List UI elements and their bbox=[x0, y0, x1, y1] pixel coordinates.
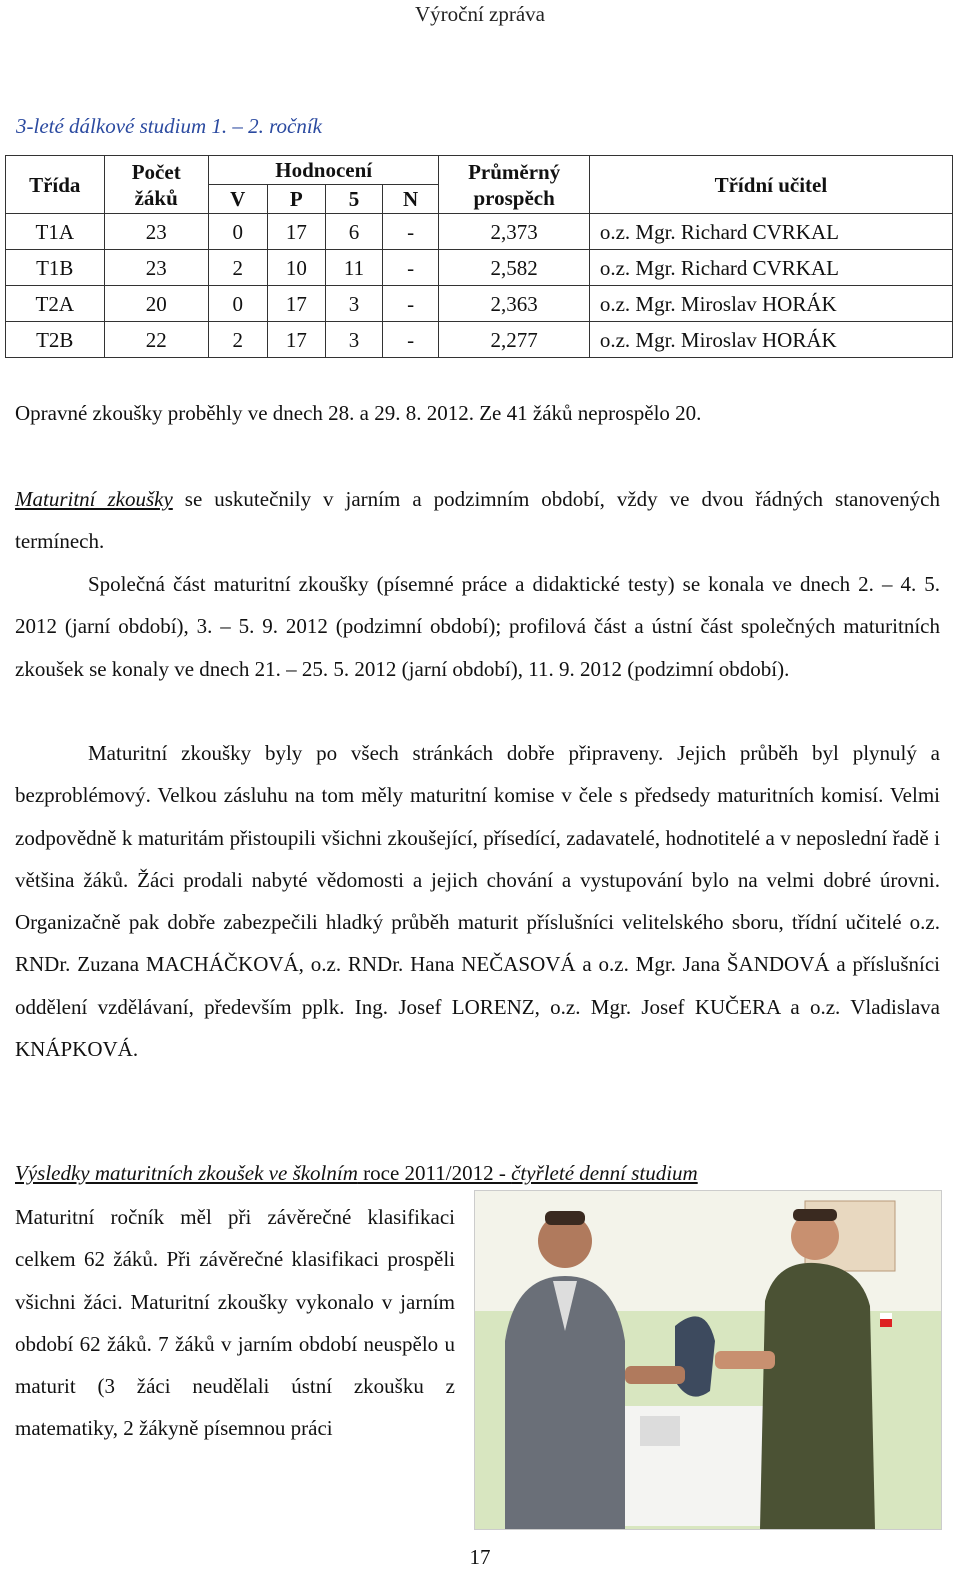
header-prumer-line1: Průměrný bbox=[468, 159, 561, 184]
vysledky-paragraph bbox=[15, 1196, 455, 1450]
cell-ucitel: o.z. Mgr. Miroslav HORÁK bbox=[589, 322, 952, 358]
spolecna-text: Společná část maturitní zkoušky (písemné práce a didaktické testy) se konala ve dnech 2. – 4. 5. 2012 (jarní období), 3. – 5. 9. 2012 (podzimní období); profilová část a ústní část společných maturitních zkoušek se konaly ve dnech 21. – 25. 5. 2012 (jarní období), 11. 9. 2012 (podzimní období). bbox=[15, 572, 940, 681]
page-number: 17 bbox=[469, 1545, 491, 1569]
pripraveny-paragraph bbox=[15, 732, 940, 1070]
cell-p: 17 bbox=[267, 322, 326, 358]
cell-pocet: 23 bbox=[104, 250, 208, 286]
page-header: Výroční zpráva bbox=[414, 2, 546, 26]
table-row bbox=[6, 214, 953, 250]
table-row bbox=[6, 286, 953, 322]
cell-trida: T2A bbox=[6, 286, 105, 322]
vysledky-text: Maturitní ročník měl při závěrečné klasifikaci celkem 62 žáků. Při závěrečné klasifikaci prospěli všichni žáci. Maturitní zkoušky vykonalo v jarním období 62 žáků. 7 žáků v jarním období neuspělo u maturit (3 žáci neudělali ústní zkoušku z matematiky, 2 žákyně písemnou práci bbox=[15, 1205, 455, 1441]
cell-5: 6 bbox=[326, 214, 383, 250]
cell-v: 2 bbox=[208, 250, 267, 286]
cell-ucitel: o.z. Mgr. Richard CVRKAL bbox=[589, 250, 952, 286]
header-pocet-line2: žáků bbox=[134, 185, 178, 210]
pripraveny-text: Maturitní zkoušky byly po všech stránkách dobře připraveny. Jejich průběh byl plynulý a bezproblémový. Velkou zásluhu na tom měly maturitní komise v čele s předsedy maturitních komisí. Velmi zodpovědně k maturitám přistoupili všichni zkoušející, přísedící, zadavatelé, hodnotitelé a v neposlední řadě i většina žáků. Žáci prodali nabyté vědomosti a jejich chování a vystupování bylo na velmi dobré úrovni. Organizačně pak dobře zabezpečili hladký průběh maturit příslušníci velitelského sboru, třídní učitelé o.z. RNDr. Zuzana MACHÁČKOVÁ, o.z. RNDr. Hana NEČASOVÁ a o.z. Mgr. Jana ŠANDOVÁ a příslušníci oddělení vzdělávaní, především pplk. Ing. Josef LORENZ, o.z. Mgr. Josef KUČERA a o.z. Vladislava KNÁPKOVÁ. bbox=[15, 741, 940, 1062]
cell-pocet: 22 bbox=[104, 322, 208, 358]
maturitni-paragraph bbox=[15, 478, 940, 563]
header-prumer bbox=[439, 156, 589, 214]
table-header-row bbox=[6, 156, 953, 185]
header-pocet-line1: Počet bbox=[131, 159, 181, 184]
vysledky-heading-part2: roce 2011/2012 - bbox=[357, 1161, 512, 1185]
table-row bbox=[6, 322, 953, 358]
opravne-paragraph: Opravné zkoušky proběhly ve dnech 28. a 29. 8. 2012. Ze 41 žáků neprospělo 20. bbox=[15, 401, 702, 425]
cell-ucitel: o.z. Mgr. Miroslav HORÁK bbox=[589, 286, 952, 322]
cell-p: 17 bbox=[267, 214, 326, 250]
ceremony-photo-image bbox=[475, 1191, 941, 1529]
header-trida: Třída bbox=[6, 156, 105, 214]
cell-v: 0 bbox=[208, 214, 267, 250]
header-pocet bbox=[104, 156, 208, 214]
cell-prumer: 2,582 bbox=[439, 250, 589, 286]
cell-n: - bbox=[382, 286, 439, 322]
vysledky-heading bbox=[15, 1161, 698, 1186]
spolecna-paragraph bbox=[15, 563, 940, 690]
header-v: V bbox=[208, 185, 267, 214]
cell-v: 2 bbox=[208, 322, 267, 358]
table-row bbox=[6, 250, 953, 286]
vysledky-heading-part3: čtyřleté denní studium bbox=[511, 1161, 698, 1185]
header-5: 5 bbox=[326, 185, 383, 214]
cell-5: 3 bbox=[326, 322, 383, 358]
cell-pocet: 20 bbox=[104, 286, 208, 322]
cell-5: 11 bbox=[326, 250, 383, 286]
cell-p: 10 bbox=[267, 250, 326, 286]
maturitni-link[interactable]: Maturitní zkoušky bbox=[15, 487, 173, 511]
header-p: P bbox=[267, 185, 326, 214]
header-prumer-line2: prospěch bbox=[473, 185, 555, 210]
cell-5: 3 bbox=[326, 286, 383, 322]
grades-table bbox=[5, 155, 953, 358]
ceremony-photo bbox=[474, 1190, 942, 1530]
cell-n: - bbox=[382, 214, 439, 250]
cell-prumer: 2,277 bbox=[439, 322, 589, 358]
section-title: 3-leté dálkové studium 1. – 2. ročník bbox=[16, 114, 322, 138]
header-ucitel: Třídní učitel bbox=[589, 156, 952, 214]
cell-trida: T1B bbox=[6, 250, 105, 286]
cell-v: 0 bbox=[208, 286, 267, 322]
cell-prumer: 2,363 bbox=[439, 286, 589, 322]
vysledky-heading-part1: Výsledky maturitních zkoušek ve školním bbox=[15, 1161, 358, 1185]
cell-ucitel: o.z. Mgr. Richard CVRKAL bbox=[589, 214, 952, 250]
cell-n: - bbox=[382, 250, 439, 286]
maturitni-rest: se uskutečnily v jarním a podzimním období, vždy ve dvou řádných stanovených termínech. bbox=[15, 487, 941, 554]
cell-p: 17 bbox=[267, 286, 326, 322]
header-hodnoceni: Hodnocení bbox=[208, 156, 439, 185]
cell-trida: T2B bbox=[6, 322, 105, 358]
cell-prumer: 2,373 bbox=[439, 214, 589, 250]
cell-pocet: 23 bbox=[104, 214, 208, 250]
cell-n: - bbox=[382, 322, 439, 358]
cell-trida: T1A bbox=[6, 214, 105, 250]
header-n: N bbox=[382, 185, 439, 214]
